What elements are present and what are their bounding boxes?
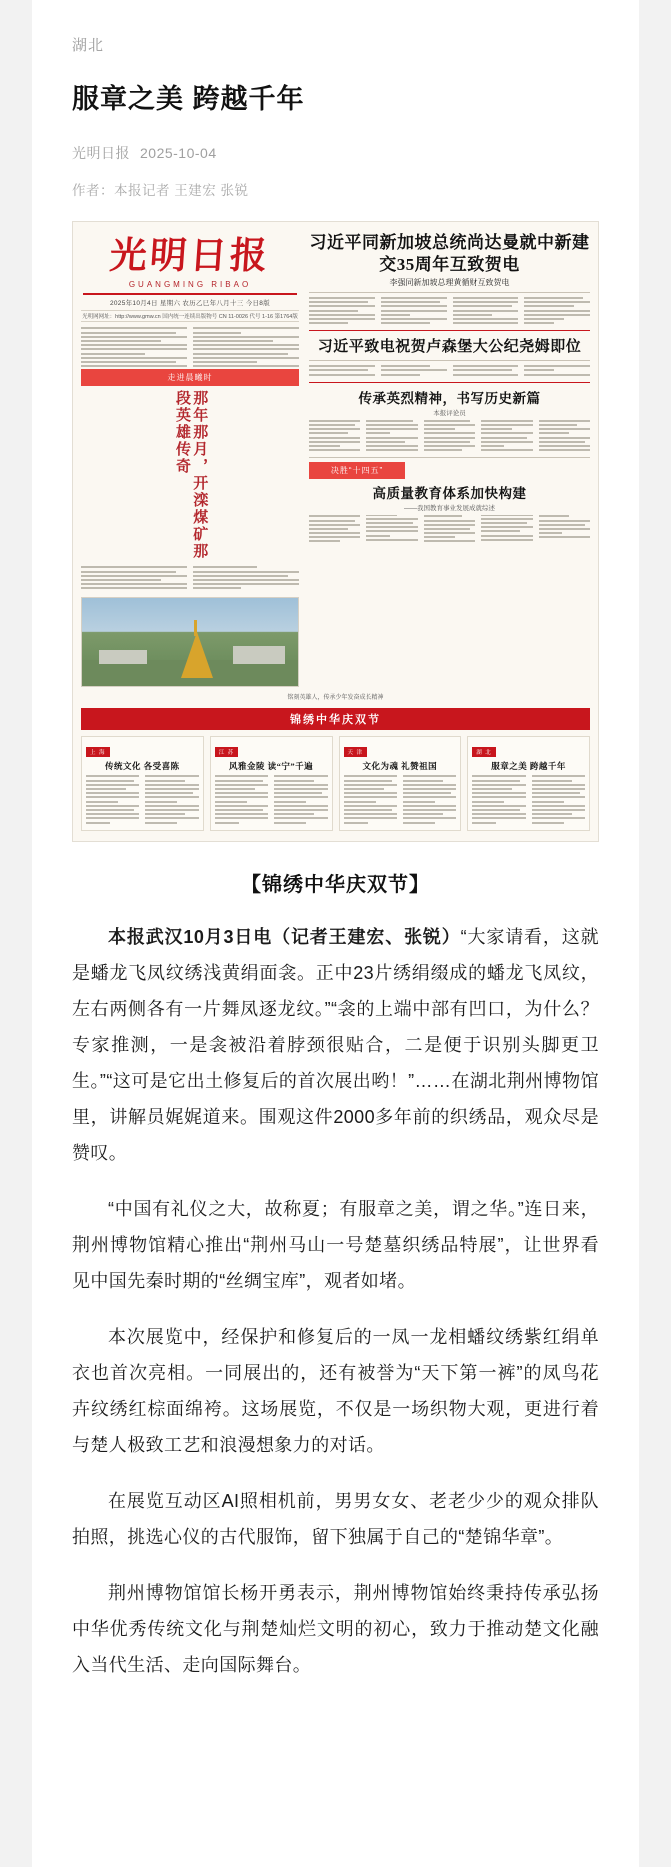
festival-banner: 锦绣中华庆双节 <box>81 708 590 730</box>
newspaper-masthead: 光明日报 <box>108 236 272 278</box>
article-paragraph-2: “中国有礼仪之大，故称夏；有服章之美，谓之华。”连日来，荆州博物馆精心推出“荆州马山一号楚墓织绣品特展”，让世界看见中国先秦时期的“丝绸宝库”，观者如堵。 <box>72 1198 599 1291</box>
mini-tag: 天 津 <box>344 747 368 757</box>
third-headline: 传承英烈精神，书写历史新篇 <box>358 390 541 406</box>
lead-headline: 习近平同新加坡总统尚达曼就中新建交35周年互致贺电 <box>309 233 590 274</box>
fourth-body-text <box>309 515 590 542</box>
newspaper-masthead-column <box>81 230 299 687</box>
mini-article-jiangsu[interactable] <box>210 736 333 830</box>
second-headline: 习近平致电祝贺卢森堡大公纪尧姆即位 <box>317 339 582 356</box>
mini-article-hubei[interactable] <box>467 736 590 830</box>
lead-subheadline: 李强同新加坡总理黄循财互致贺电 <box>389 277 510 287</box>
article-paragraph-1 <box>72 919 599 1171</box>
paragraph-text: “大家请看，这就是蟠龙飞凤纹绣浅黄绢面衾。正中23片绣绢缀成的蟠龙飞凤纹，左右两侧各有一片舞凤逐龙纹。”“衾的上端中部有凹口，为什么？专家推测，一是衾被沿着脖颈很贴合，二是便于识别头脚更卫生。”“这可是它出土修复后的首次展出哟！”……在湖北荆州博物馆里，讲解员娓娓道来。围观这件2000多年前的织绣品，观众尽是赞叹。 <box>72 926 600 1163</box>
article-byline: 作者：本报记者 王建宏 张锐 <box>72 183 249 199</box>
mini-article-shanghai[interactable] <box>81 736 204 830</box>
mini-headline: 文化为魂 礼赞祖国 <box>362 761 438 772</box>
newspaper-url-line: 光明网网址：http://www.gmw.cn 国内统一连续出版物号 CN 11-0026 代号 1-16 第1764版 <box>81 310 299 322</box>
mini-body-text <box>344 775 457 825</box>
mini-article-tianjin[interactable] <box>339 736 462 830</box>
coal-mine-photo <box>81 597 299 687</box>
masthead-body-text <box>81 327 299 369</box>
mini-body-text <box>472 775 585 825</box>
mini-tag: 上 海 <box>86 747 110 757</box>
mini-body-text <box>86 775 199 825</box>
mini-tag: 湖 北 <box>472 747 496 757</box>
newspaper-top-row <box>81 230 590 687</box>
walk-banner: 走进晨曦时 <box>81 369 299 386</box>
third-body-text <box>309 420 590 454</box>
mini-tag: 江 苏 <box>215 747 239 757</box>
masthead-body-text-2 <box>81 566 299 591</box>
third-subheadline: 本报评论员 <box>433 409 466 417</box>
festival-mini-articles <box>81 736 590 830</box>
article-date: 2025-10-04 <box>140 145 217 162</box>
article-meta <box>72 143 599 163</box>
newspaper-main-column <box>309 230 590 687</box>
section-title: 【锦绣中华庆双节】 <box>241 873 430 896</box>
dateline-lead: 本报武汉10月3日电（记者王建宏、张锐） <box>108 926 461 947</box>
article-kicker: 湖北 <box>72 37 105 54</box>
masthead-divider <box>83 293 297 295</box>
mini-headline: 风雅金陵 读“宁”千遍 <box>229 761 314 772</box>
vertical-feature-title: 那年那月，开滦煤矿那段英雄传奇 <box>174 390 208 561</box>
article-paragraph-3: 本次展览中，经保护和修复后的一凤一龙相蟠纹绣紫红绢单衣也首次亮相。一同展出的，还有被誉为“天下第一裤”的凤鸟花卉纹绣红棕面绵袴。这场展览，不仅是一场织物大观，更进行着与楚人极致工艺和浪漫想象力的对话。 <box>72 1326 599 1455</box>
fourth-subheadline: ——我国教育事业发展成就综述 <box>404 505 495 513</box>
mini-body-text <box>215 775 328 825</box>
newspaper-front-page-image[interactable] <box>72 221 599 841</box>
fourth-promo-badge: 决胜“十四五” <box>309 462 405 479</box>
article-source: 光明日报 <box>72 145 130 162</box>
page-title: 服章之美 跨越千年 <box>72 84 305 114</box>
article-sheet <box>32 0 639 1867</box>
article-paragraph-4: 在展览互动区AI照相机前，男男女女、老老少少的观众排队拍照，挑选心仪的古代服饰，留下独属于自己的“楚锦华章”。 <box>72 1490 599 1547</box>
mini-headline: 传统文化 各受喜陈 <box>105 761 180 772</box>
newspaper-masthead-pinyin: GUANGMING RIBAO <box>128 280 252 290</box>
fourth-headline: 高质量教育体系加快构建 <box>372 486 527 502</box>
newspaper-date-line: 2025年10月4日 星期六 农历乙巳年八月十三 今日8版 <box>109 300 271 308</box>
second-body-text <box>309 365 590 378</box>
lead-body-text <box>309 297 590 326</box>
photo-caption: 铭刻英雄人，传承少年发奋成长精神 <box>287 695 384 702</box>
article-paragraph-5: 荆州博物馆馆长杨开勇表示，荆州博物馆始终秉持传承弘扬中华优秀传统文化与荆楚灿烂文明的初心，致力于推动楚文化融入当代生活、走向国际舞台。 <box>72 1582 599 1675</box>
mini-headline: 服章之美 跨越千年 <box>491 761 566 772</box>
